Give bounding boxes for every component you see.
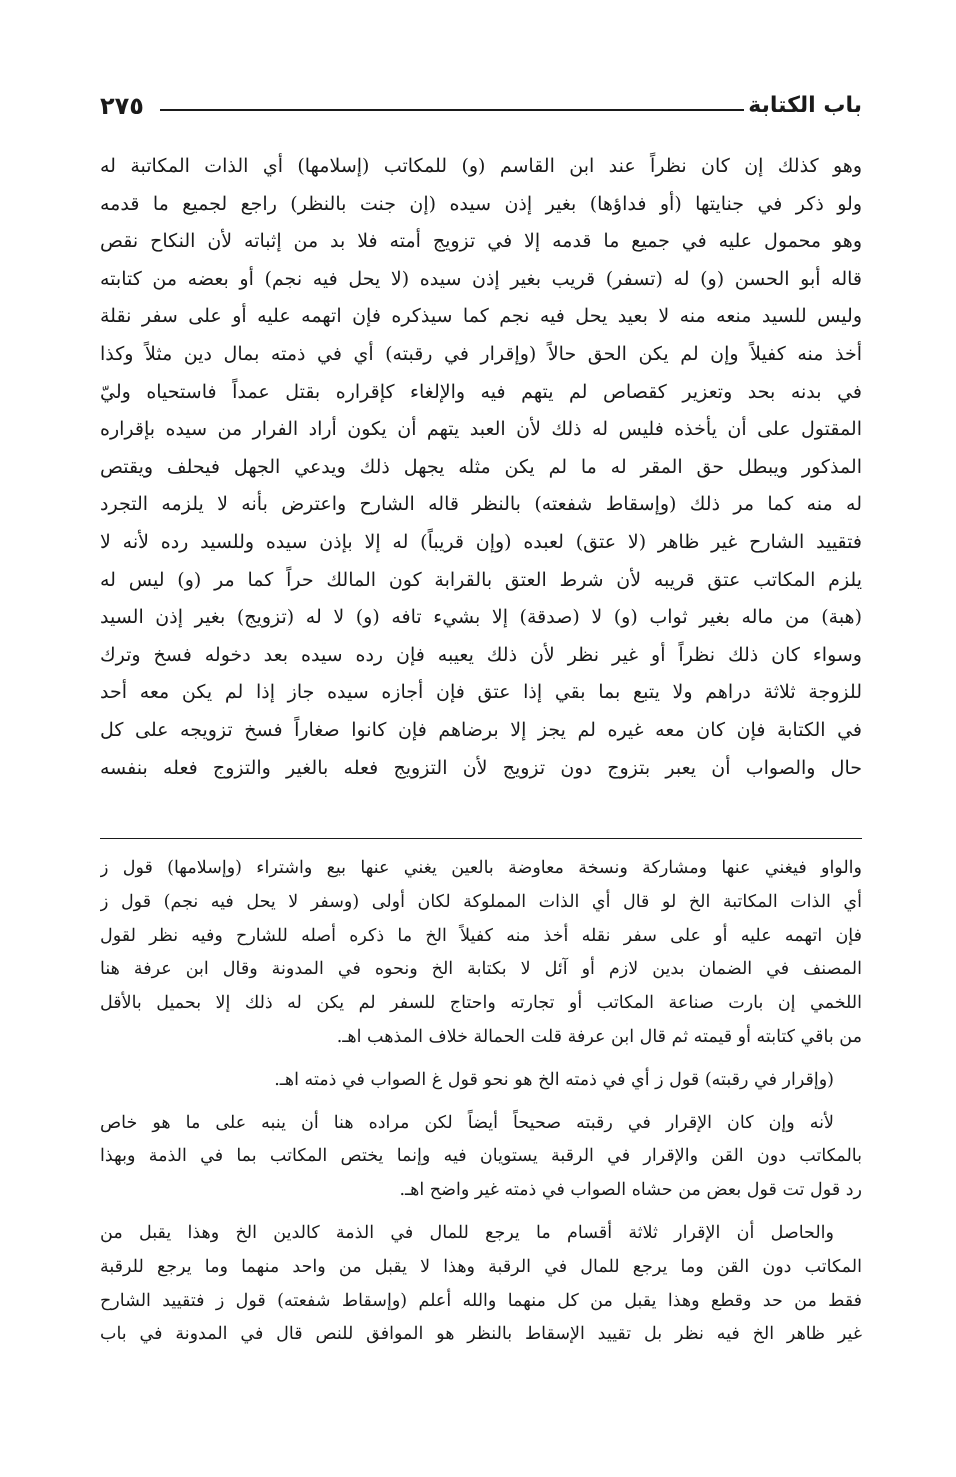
main-line: للزوجة ثلاثة دراهم ولا يتبع بما بقي إذا عتق فإن أجازه سيده جاز إذا لم يكن معه أحد bbox=[100, 681, 862, 704]
chapter-title: باب الكتابة bbox=[748, 93, 862, 118]
footnote-paragraph bbox=[100, 1064, 862, 1098]
footnote-paragraph bbox=[100, 1107, 862, 1208]
main-line: فتقييد الشارح غير ظاهر (لا عتق) لعبده (وإن قريباً) له إلا بإذن سيده وللسيد رده لأنه لا bbox=[100, 530, 862, 553]
main-line: حال والصواب أن يعبر بتزوج دون تزويج لأن التزويج فعله بالغير والتزوج فعله بنفسه bbox=[100, 756, 862, 779]
main-line: قاله أبو الحسن (و) له (تسفر) قريب بغير إذن سيده (لا يحل فيه نجم) أو بعضه من كتابته bbox=[100, 267, 862, 290]
footnote-line: فقط من حد وقطع وهذا يقبل من كل منهما والله أعلم (وإسقاط شفعته) قول ز فتقييد الشارح bbox=[100, 1290, 862, 1311]
main-line: وهو محمول عليه في جميع ما قدمه إلا في تزويج أمته فلا بد من إثباته لأن النكاح نقص bbox=[100, 230, 862, 253]
footnote-line: رد قول تت قول بعض من حشاه الصواب في ذمته غير واضح اهـ. bbox=[399, 1180, 862, 1201]
footnote-line: غير ظاهر الخ فيه نظر بل تقييد الإسقاط بالنظر هو الموافق للنص قال في المدونة في باب bbox=[100, 1324, 862, 1345]
footnote-line: (وإقرار في رقبته) قول ز أي في ذمته الخ هو نحو قول غ الصواب في ذمته اهـ. bbox=[274, 1069, 834, 1090]
footnote-line: اللخمي إن بارت صناعة المكاتب أو تجارته واحتاج للسفر لم يكن له ذلك إلا بحميل بالأقل bbox=[100, 993, 862, 1014]
footnote-separator bbox=[100, 838, 862, 839]
header-rule bbox=[160, 109, 744, 111]
running-header bbox=[100, 86, 862, 126]
main-line: له منه كما مر ذلك (وإسقاط شفعته) بالنظر قاله الشارح واعترض بأنه لا يلزمه التجرد bbox=[100, 493, 862, 516]
footnote-paragraph bbox=[100, 852, 862, 1055]
footnotes bbox=[100, 852, 862, 1361]
main-line: وسواء كان ذلك نظراً أو غير نظر لأن ذلك يعيبه فإن رده سيده بعد دخوله فسخ وترك bbox=[100, 643, 862, 666]
main-line: وليس للسيد منعه منه لا بعيد يحل فيه نجم كما سيذكره فإن اتهمه عليه أو على سفر نقلة bbox=[100, 305, 862, 328]
main-line: المذكور ويبطل حق المقر له ما لم يكن مثله يجهل ذلك ويدعي الجهل فيحلف ويقتص bbox=[100, 455, 862, 478]
page-number: ٢٧٥ bbox=[100, 92, 144, 120]
footnote-line: المكاتب دون القن وما يرجع للمال في الرقبة وهذا لا يقبل من واحد منهما وما يرجع للرقبة bbox=[100, 1256, 862, 1277]
main-line: أخذ منه كفيلاً وإن لم يكن الحق حالاً (وإقرار في رقبته) أي في ذمته بمال دين مثلاً وكذا bbox=[100, 342, 862, 365]
footnote-line: أي الذات المكاتبة الخ لو قال أي الذات المملوكة لكان أولى (وسفر لا يحل فيه نجم) قول ز bbox=[100, 891, 862, 912]
footnote-line: فإن اتهمه عليه أو على سفر نقله أخذ منه كفيلاً الخ ما ذكره أصله للشارح وفيه نظر لقول bbox=[100, 925, 862, 946]
footnote-line: بالمكاتب دون القن والإقرار في الرقبة يستويان فيه وإنما يختص المكاتب بما في الذمة وبهذا bbox=[100, 1146, 862, 1167]
footnote-line: والواو فيغني عنها ومشاركة ونسخة معاوضة بالعين يغني عنها بيع واشتراء (وإسلامها) قول ز bbox=[100, 858, 862, 878]
main-line: في بدنه بحد وتعزير كقصاص لم يتهم فيه والإلغاء كإقراره بقتل عمداً فاستحياه وليّ bbox=[100, 380, 862, 403]
footnote-line: والحاصل أن الإقرار ثلاثة أقسام ما يرجع للمال في الذمة كالدين الخ وهذا يقبل من bbox=[100, 1222, 834, 1243]
main-line: في الكتابة فإن كان معه غيره لم يجز إلا برضاهم فإن كانوا صغاراً فسخ تزويجه على كل bbox=[100, 718, 862, 741]
main-line: ولو ذكر في جنايتها (أو فداؤها) بغير إذن سيده (إن جنت بالنظر) راجع لجميع ما قدمه bbox=[100, 192, 862, 215]
footnote-line: لأنه وإن كان الإقرار في رقبته صحيحاً أيضاً لكن مراده هنا أن ينبه على ما هو خاص bbox=[100, 1112, 834, 1133]
main-line: المقتول على أن يأخذه فليس له ذلك لأن العبد يتهم أن يكون أراد الفرار من سيده بإقراره bbox=[100, 418, 862, 441]
main-line: (هبة) من ماله بغير ثواب (و) لا (صدقة) إلا بشيء تافه (و) لا له (تزويج) بغير إذن السيد bbox=[100, 606, 862, 629]
main-line: وهو كذلك إن كان نظراً عند ابن القاسم (و) للمكاتب (إسلامها) أي الذات المكاتبة له bbox=[100, 155, 862, 177]
main-line: يلزم المكاتب عتق قريبه لأن شرط العتق بالقرابة كون المالك حراً كما مر (و) ليس له bbox=[100, 568, 862, 591]
footnote-paragraph bbox=[100, 1217, 862, 1352]
footnote-line: المصنف في الضمان بدين لازم أو آئل لا بكتابة الخ ونحوه في المدونة وقال ابن عرفة هنا bbox=[100, 959, 862, 980]
main-text bbox=[100, 148, 862, 787]
footnote-line: من باقي كتابته أو قيمته ثم قال ابن عرفة قلت الحمالة خلاف المذهب اهـ. bbox=[336, 1026, 862, 1047]
